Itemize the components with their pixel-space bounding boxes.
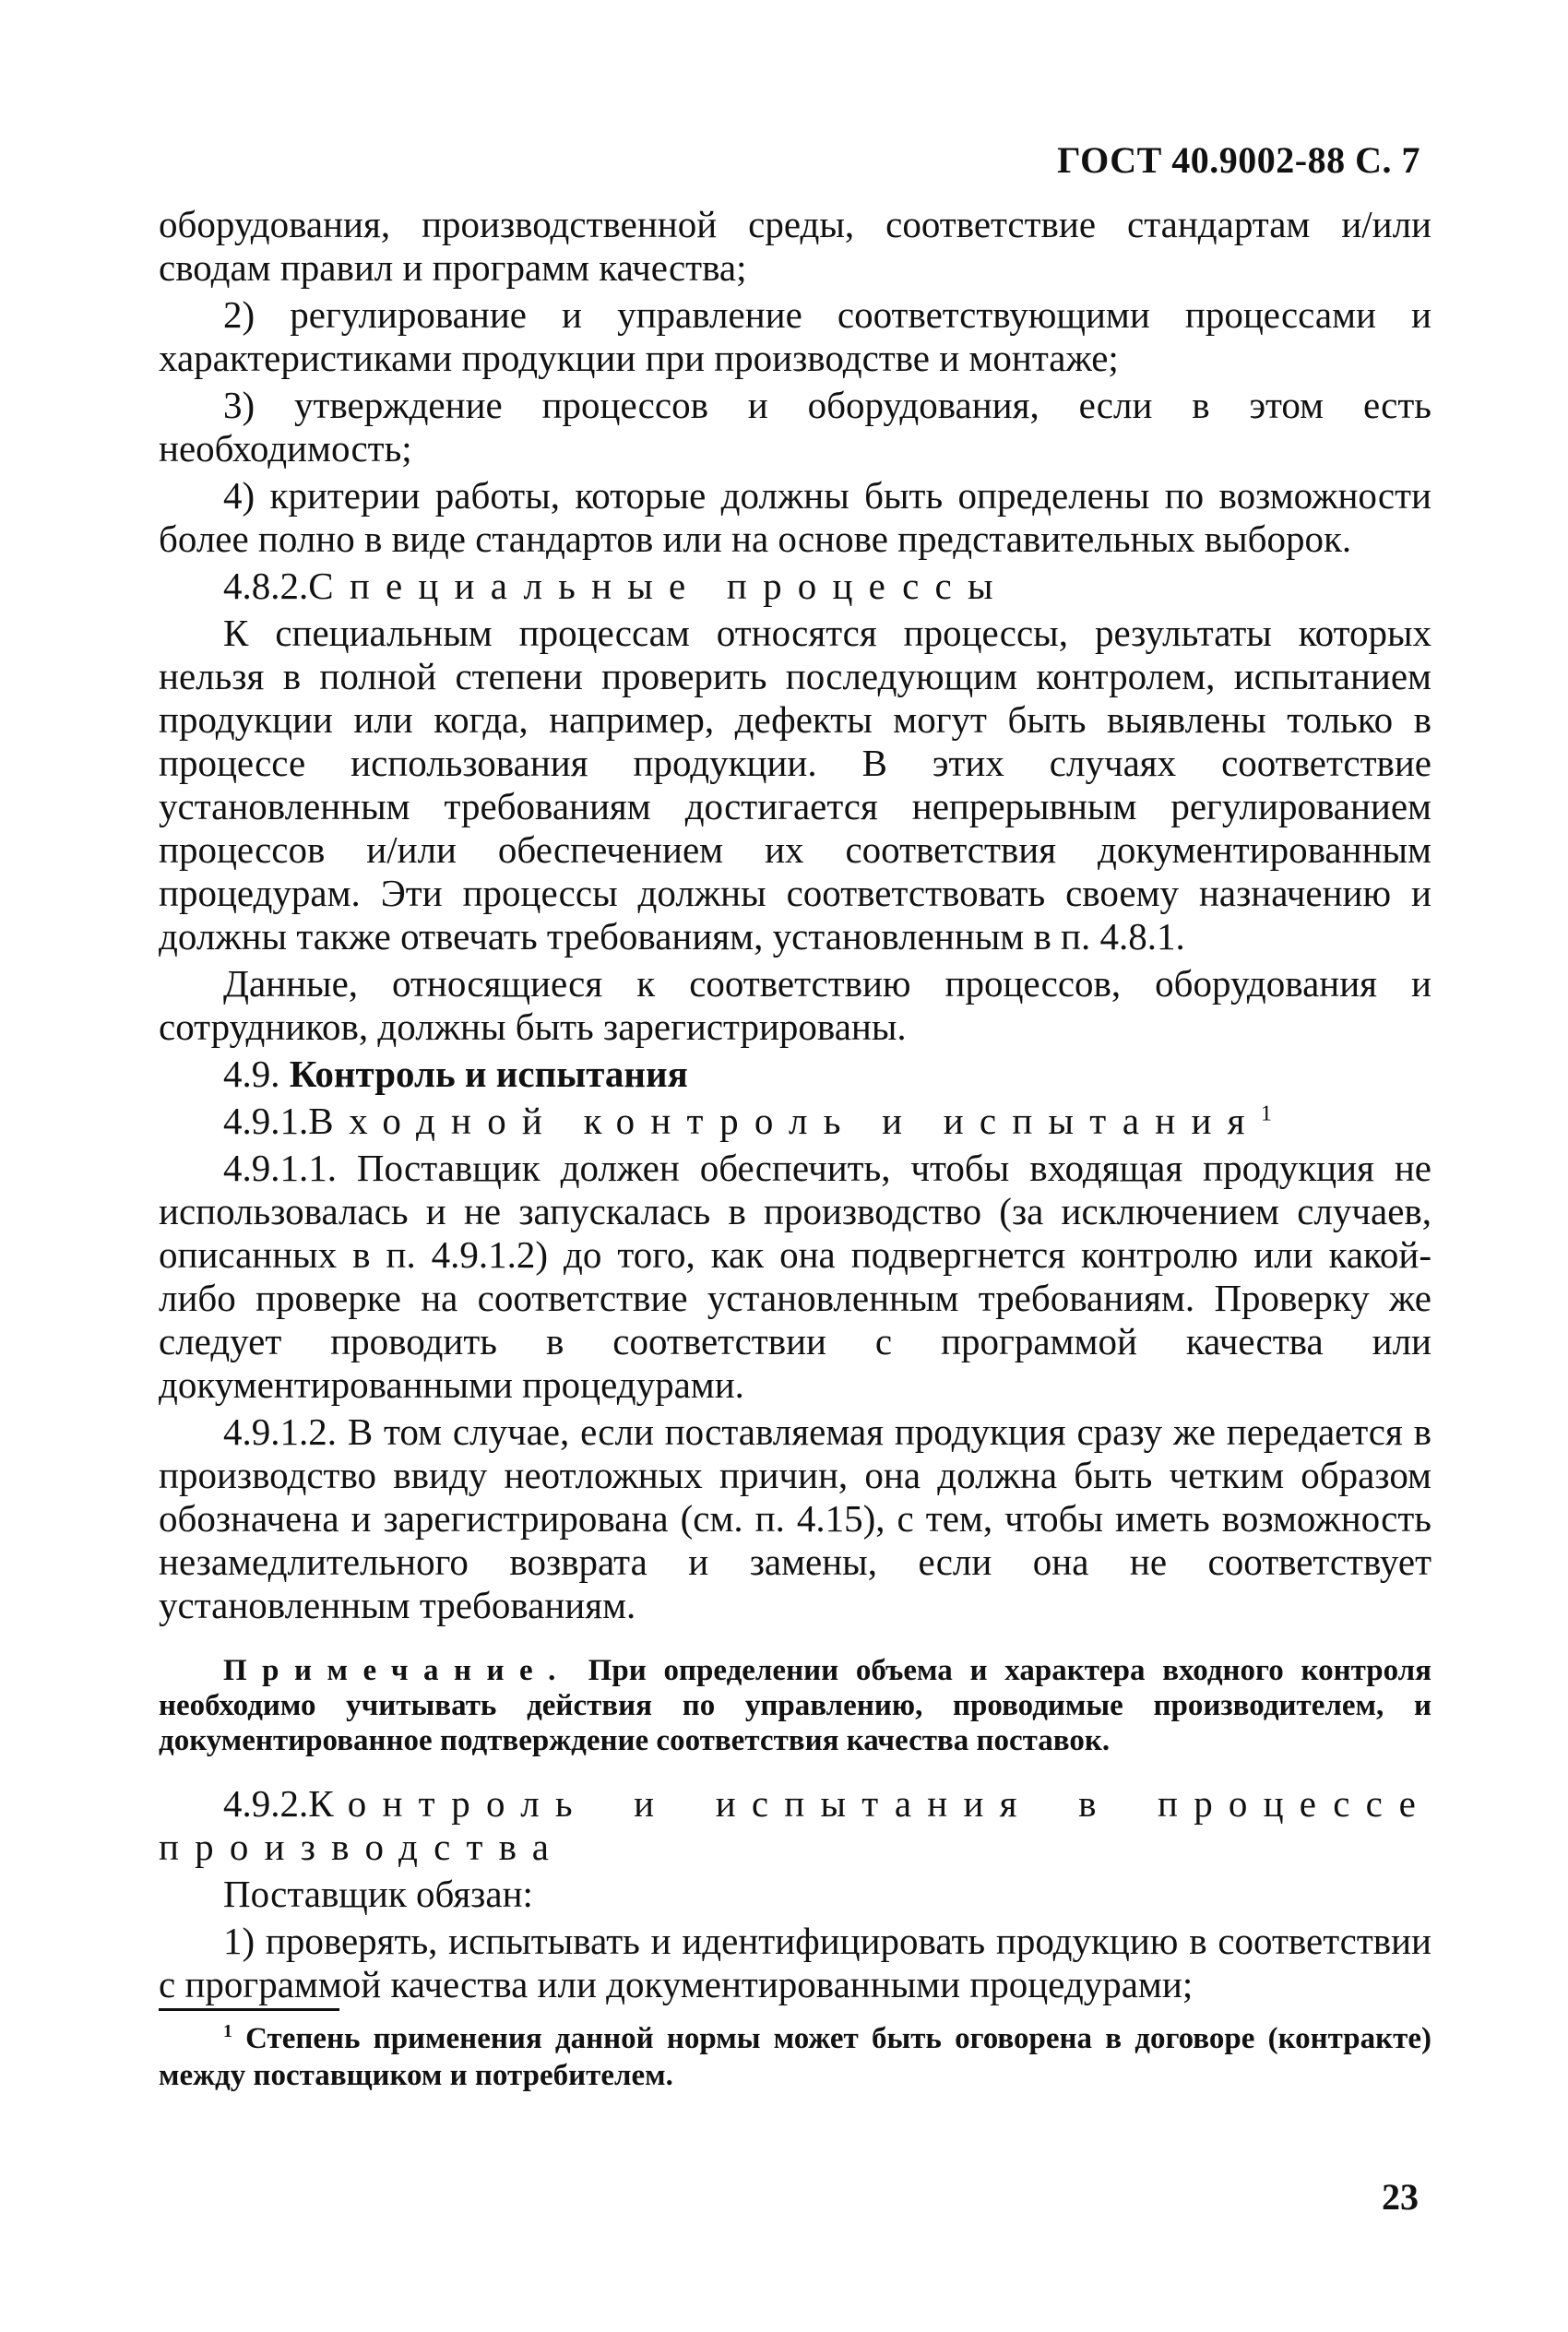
running-header: ГОСТ 40.9002-88 С. 7 (1057, 139, 1420, 181)
paragraph-supplier-obliged: Поставщик обязан: (223, 1873, 533, 1915)
paragraph-4-9-1-2: 4.9.1.2. В том случае, если поставляемая продукция сразу же передается в производство ввиду неотложных причин, она должна быть четким образом обозначена и зарегистрирована (см. п. 4.15), с тем, чтобы иметь возможность незамедлительного возврата и замены, если она не соответствует установленным требованиям. (159, 1410, 1431, 1626)
paragraph-data-records: Данные, относящиеся к соответствию процессов, оборудования и сотрудников, должны быть зарегистрированы. (159, 962, 1431, 1048)
list-item-1: 1) проверять, испытывать и идентифицировать продукцию в соответствии с программой качества или документированными процедурами; (159, 1920, 1431, 2005)
footnote-reference: 1 (1260, 1101, 1273, 1126)
section-number: 4.9.2. (223, 1782, 309, 1825)
section-title: Контроль и испытания (289, 1053, 688, 1095)
section-heading-4-9-2 (159, 1782, 1431, 1869)
footnote-divider (159, 2008, 339, 2011)
section-heading-4-9-1 (159, 1100, 1431, 1143)
footnote (159, 2020, 1431, 2094)
footnote-text: Степень применения данной нормы может быть оговорена в договоре (контракте) между поставщиком и потребителем. (159, 2022, 1431, 2092)
note-label: Примечание. (223, 1654, 571, 1687)
note-text: При определении объема и характера входного контроля необходимо учитывать действия по управлению, проводимые производителем, и документированное подтверждение соответствия качества поставок. (159, 1654, 1432, 1757)
section-number: 4.9.1. (223, 1100, 309, 1142)
section-heading-4-9 (159, 1053, 1431, 1096)
paragraph-special-processes: К специальным процессам относятся процессы, результаты которых нельзя в полной степени проверить последующим контролем, испытанием продукции или когда, например, дефекты могут быть выявлены только в процессе использования продукции. В этих случаях соответствие установленным требованиям достигается непрерывным регулированием процессов и/или обеспечением их соответствия документированным процедурам. Эти процессы должны соответствовать своему назначению и должны также отвечать требованиям, установленным в п. 4.8.1. (159, 612, 1431, 958)
paragraph-4-9-1-1: 4.9.1.1. Поставщик должен обеспечить, чтобы входящая продукция не использовалась и не запускалась в производство (за исключением случаев, описанных в п. 4.9.1.2) до того, как она подвергнется контролю или какой-либо проверке на соответствие установленным требованиям. Проверку же следует проводить в соответствии с программой качества или документированными процедурами. (159, 1147, 1431, 1406)
section-title: Специальные процессы (308, 565, 1009, 607)
note (159, 1653, 1431, 1758)
list-item-3: 3) утверждение процессов и оборудования, если в этом есть необходимость; (159, 384, 1431, 470)
page-number: 23 (1382, 2176, 1419, 2218)
body-text (159, 203, 1431, 2010)
section-heading-4-8-2 (159, 565, 1431, 608)
section-title: Контроль и испытания в процессе производства (159, 1782, 1431, 1868)
paragraph-equipment: оборудования, производственной среды, соответствие стандартам и/или сводам правил и программ качества; (159, 203, 1431, 289)
section-number: 4.8.2. (223, 565, 309, 607)
list-item-2: 2) регулирование и управление соответствующими процессами и характеристиками продукции при производстве и монтаже; (159, 293, 1431, 379)
section-title: Входной контроль и испытания (308, 1100, 1261, 1142)
section-number: 4.9. (223, 1053, 280, 1095)
footnote-mark: 1 (223, 2021, 232, 2041)
list-item-4: 4) критерии работы, которые должны быть определены по возможности более полно в виде стандартов или на основе представительных выборок. (159, 474, 1431, 560)
